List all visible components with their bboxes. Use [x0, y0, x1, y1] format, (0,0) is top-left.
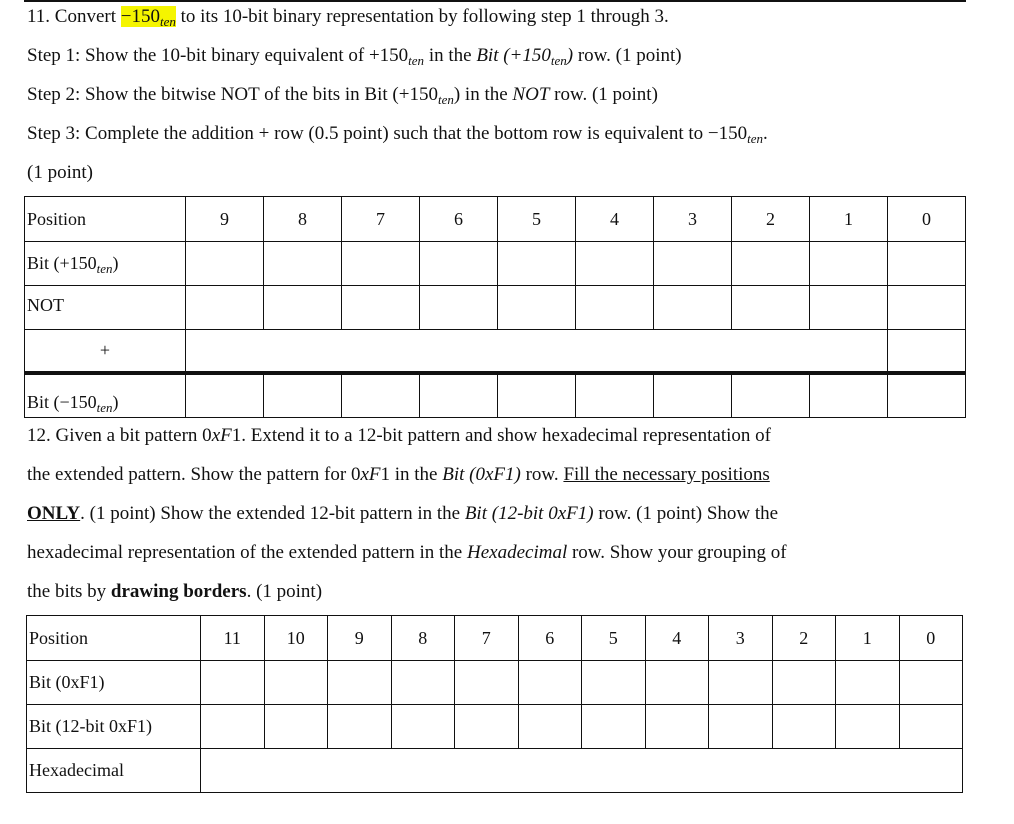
answer-cell[interactable] — [732, 373, 810, 418]
q12-line3: ONLY. (1 point) Show the extended 12-bit pattern in the Bit (12-bit 0xF1) row. (1 point) Show the — [27, 503, 779, 524]
q12-position-row — [27, 616, 963, 661]
answer-cell[interactable] — [576, 242, 654, 286]
answer-cell[interactable] — [420, 242, 498, 286]
q11-position-row — [25, 197, 966, 242]
answer-cell[interactable] — [576, 286, 654, 330]
answer-cell[interactable] — [264, 286, 342, 330]
answer-cell[interactable] — [201, 705, 265, 749]
not-label: NOT — [25, 286, 186, 330]
position-cell: 4 — [576, 197, 654, 242]
answer-cell[interactable] — [888, 242, 966, 286]
answer-cell[interactable] — [186, 373, 264, 418]
q11-plus-row — [25, 330, 966, 373]
answer-cell[interactable] — [186, 286, 264, 330]
q12-bit-row — [27, 661, 963, 705]
answer-cell[interactable] — [420, 373, 498, 418]
answer-cell[interactable] — [836, 661, 900, 705]
answer-cell[interactable] — [201, 661, 265, 705]
q12-line4: hexadecimal representation of the extended pattern in the Hexadecimal row. Show your grouping of — [27, 542, 787, 563]
position-cell: 9 — [328, 616, 392, 661]
q11-step2: Step 2: Show the bitwise NOT of the bits in Bit $(+150_{ten})$ in the NOT row. (1 point) — [27, 84, 658, 107]
answer-cell[interactable] — [582, 705, 646, 749]
answer-cell[interactable] — [810, 373, 888, 418]
q11-table — [24, 196, 966, 418]
addition-cell[interactable] — [186, 330, 888, 373]
position-cell: 6 — [518, 616, 582, 661]
q11-bit-pos150-row — [25, 242, 966, 286]
position-cell: 7 — [342, 197, 420, 242]
q11-step1: Step 1: Show the 10-bit binary equivalent of $+150_{ten}$ in the Bit $(+150_{ten})$ row. (1 point) — [27, 45, 682, 68]
answer-cell[interactable] — [498, 286, 576, 330]
answer-cell[interactable] — [732, 242, 810, 286]
position-cell: 11 — [201, 616, 265, 661]
q11-step3-points: (1 point) — [27, 162, 93, 183]
answer-cell[interactable] — [709, 661, 773, 705]
answer-cell[interactable] — [899, 661, 963, 705]
answer-cell[interactable] — [810, 286, 888, 330]
bit-pos150-label: Bit $(+150_{ten})$ — [25, 242, 186, 286]
q12-line1: 12. Given a bit pattern 0xF1. Extend it to a 12-bit pattern and show hexadecimal representation of — [27, 425, 771, 446]
answer-cell[interactable] — [391, 705, 455, 749]
position-cell: 10 — [264, 616, 328, 661]
q11-step3: Step 3: Complete the addition + row (0.5 point) such that the bottom row is equivalent to $-150_{ten}$. — [27, 123, 768, 146]
q12-line2: the extended pattern. Show the pattern for 0xF1 in the Bit (0xF1) row. Fill the necessary positions — [27, 464, 770, 485]
position-cell: 6 — [420, 197, 498, 242]
answer-cell[interactable] — [645, 661, 709, 705]
answer-cell[interactable] — [455, 705, 519, 749]
top-rule — [24, 0, 966, 2]
position-cell: 7 — [455, 616, 519, 661]
position-cell: 2 — [772, 616, 836, 661]
answer-cell[interactable] — [264, 661, 328, 705]
bit-12bit-label: Bit (12-bit 0xF1) — [27, 705, 201, 749]
position-cell: 8 — [391, 616, 455, 661]
hexadecimal-label: Hexadecimal — [27, 749, 201, 793]
answer-cell[interactable] — [732, 286, 810, 330]
answer-cell[interactable] — [455, 661, 519, 705]
position-cell: 4 — [645, 616, 709, 661]
answer-cell[interactable] — [342, 242, 420, 286]
answer-cell[interactable] — [836, 705, 900, 749]
answer-cell[interactable] — [582, 661, 646, 705]
position-cell: 1 — [810, 197, 888, 242]
position-label: Position — [25, 197, 186, 242]
answer-cell[interactable] — [772, 661, 836, 705]
answer-cell[interactable] — [899, 705, 963, 749]
answer-cell[interactable] — [654, 242, 732, 286]
q11-not-row — [25, 286, 966, 330]
position-cell: 3 — [709, 616, 773, 661]
answer-cell[interactable] — [888, 373, 966, 418]
answer-cell[interactable] — [328, 705, 392, 749]
bit-0xf1-label: Bit (0xF1) — [27, 661, 201, 705]
answer-cell[interactable] — [888, 330, 966, 373]
q11-bit-neg150-row — [25, 373, 966, 418]
q12-line5: the bits by drawing borders. (1 point) — [27, 581, 323, 602]
answer-cell[interactable] — [342, 373, 420, 418]
answer-cell[interactable] — [518, 661, 582, 705]
position-label: Position — [27, 616, 201, 661]
position-cell: 2 — [732, 197, 810, 242]
answer-cell[interactable] — [498, 373, 576, 418]
answer-cell[interactable] — [342, 286, 420, 330]
answer-cell[interactable] — [264, 242, 342, 286]
position-cell: 8 — [264, 197, 342, 242]
answer-cell[interactable] — [576, 373, 654, 418]
answer-cell[interactable] — [498, 242, 576, 286]
answer-cell[interactable] — [810, 242, 888, 286]
position-cell: 1 — [836, 616, 900, 661]
answer-cell[interactable] — [654, 373, 732, 418]
answer-cell[interactable] — [645, 705, 709, 749]
position-cell: 9 — [186, 197, 264, 242]
position-cell: 5 — [582, 616, 646, 661]
answer-cell[interactable] — [420, 286, 498, 330]
position-cell: 5 — [498, 197, 576, 242]
answer-cell[interactable] — [186, 242, 264, 286]
position-cell: 0 — [899, 616, 963, 661]
q12-bit12-row — [27, 705, 963, 749]
answer-cell[interactable] — [772, 705, 836, 749]
answer-cell[interactable] — [888, 286, 966, 330]
answer-cell[interactable] — [518, 705, 582, 749]
answer-cell[interactable] — [328, 661, 392, 705]
q12-table — [26, 615, 963, 793]
q11-title: 11. Convert $-150_{ten}$ to its 10-bit binary representation by following step 1 through 3. — [27, 6, 669, 29]
answer-cell[interactable] — [264, 705, 328, 749]
answer-cell[interactable] — [654, 286, 732, 330]
highlight-neg150: $-150_{ten}$ — [120, 6, 176, 29]
position-cell: 3 — [654, 197, 732, 242]
q12-hex-row — [27, 749, 963, 793]
answer-cell[interactable] — [391, 661, 455, 705]
position-cell: 0 — [888, 197, 966, 242]
bit-neg150-label: Bit $(-150_{ten})$ — [25, 373, 186, 418]
answer-cell[interactable] — [709, 705, 773, 749]
hex-answer-cell[interactable] — [201, 749, 963, 793]
answer-cell[interactable] — [264, 373, 342, 418]
plus-label: + — [25, 330, 186, 373]
